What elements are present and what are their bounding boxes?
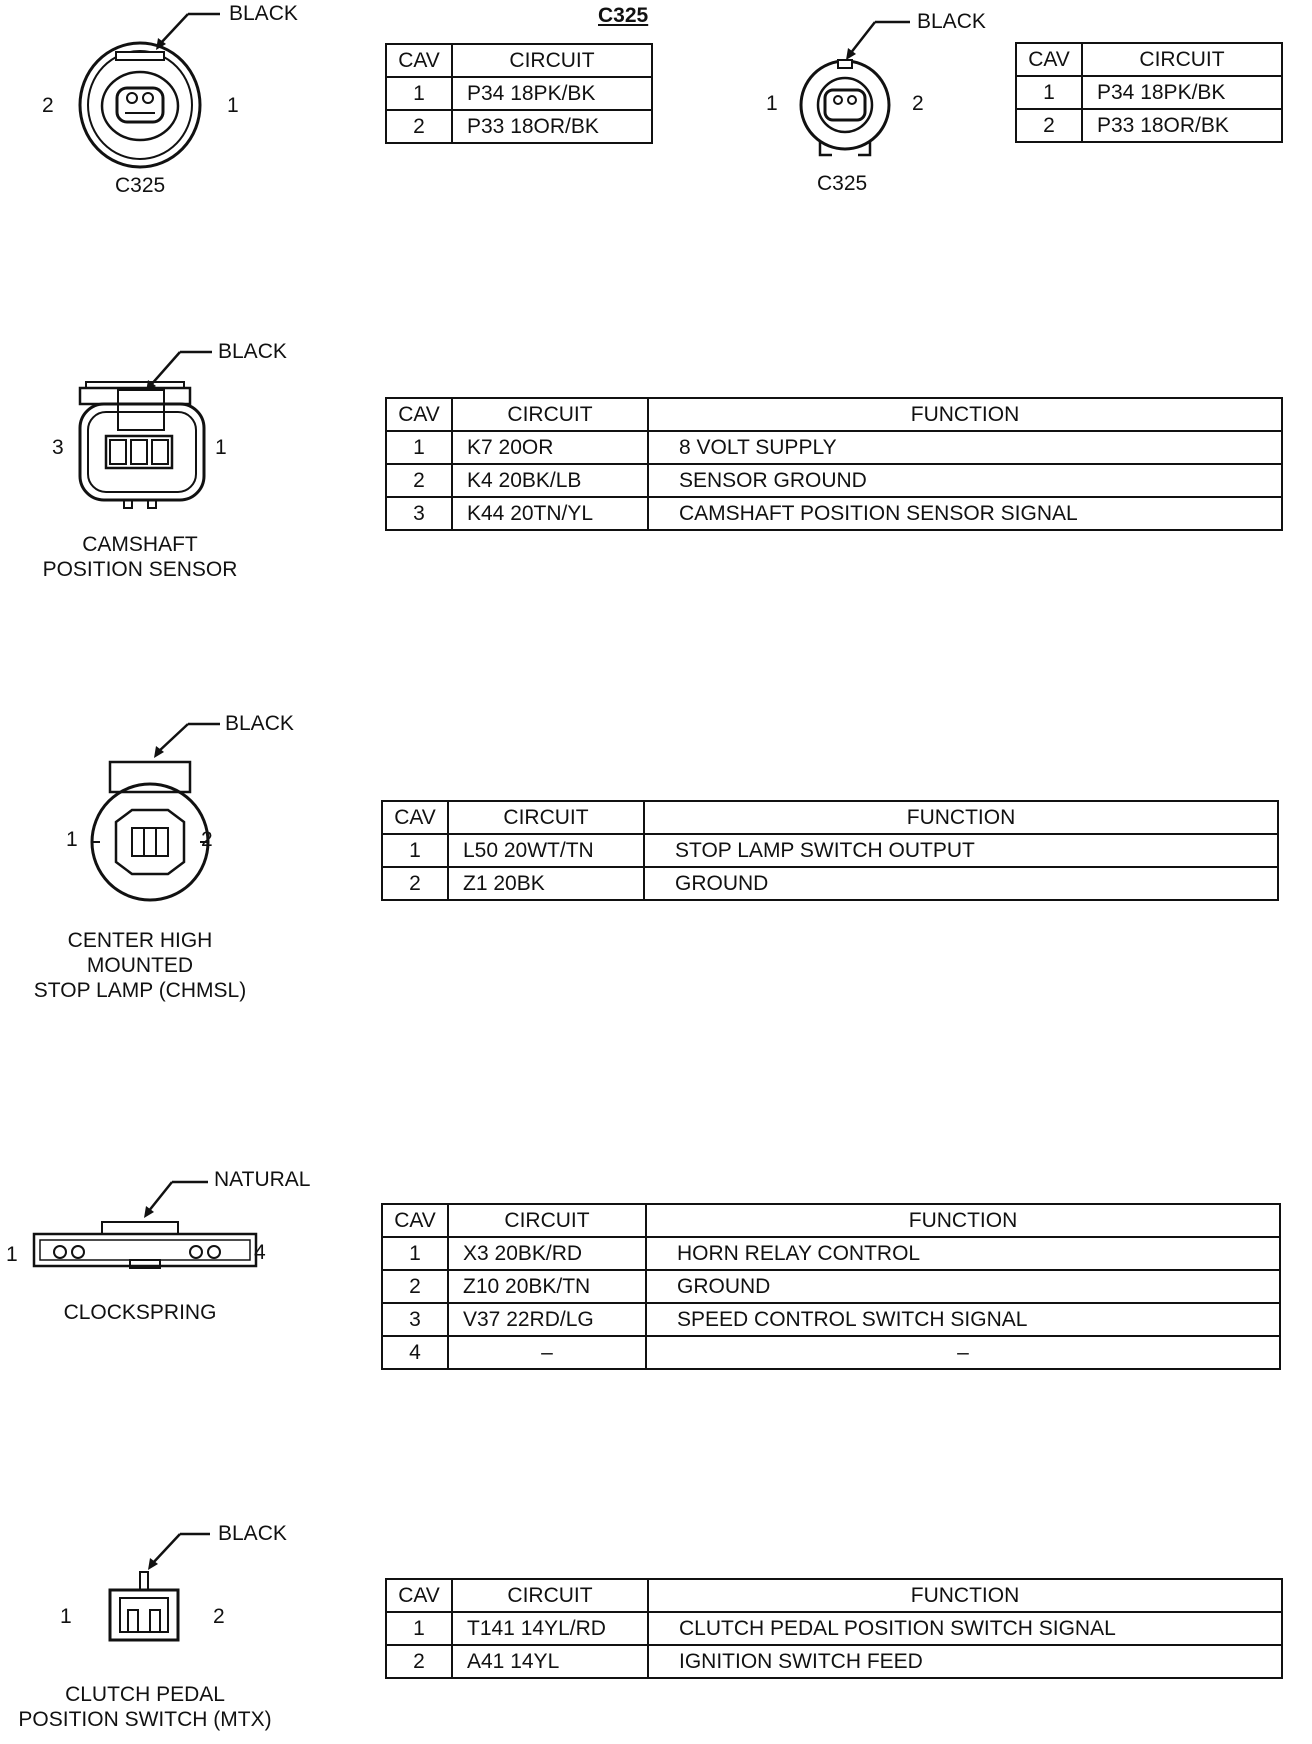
caption-line: POSITION SWITCH (MTX) [18, 1708, 272, 1731]
table-header-row [386, 44, 652, 77]
pin-number: 4 [254, 1241, 266, 1264]
cell-circuit: Z1 20BK [448, 867, 644, 900]
color-label: BLACK [917, 10, 986, 33]
cell-cav: 2 [386, 464, 452, 497]
header-cav: CAV [386, 398, 452, 431]
table-header-row [386, 1579, 1282, 1612]
cell-cav: 3 [386, 497, 452, 530]
table-row [1016, 109, 1282, 142]
header-circuit: CIRCUIT [1082, 43, 1282, 76]
cell-circuit: A41 14YL [452, 1645, 648, 1678]
cell-cav: 1 [386, 1612, 452, 1645]
table-row [386, 431, 1282, 464]
cell-circuit: K7 20OR [452, 431, 648, 464]
header-circuit: CIRCUIT [448, 801, 644, 834]
pinout-table [381, 800, 1279, 901]
header-cav: CAV [386, 1579, 452, 1612]
color-label: NATURAL [214, 1168, 311, 1191]
cell-cav: 1 [386, 431, 452, 464]
header-function: FUNCTION [648, 398, 1282, 431]
header-cav: CAV [1016, 43, 1082, 76]
cell-function: 8 VOLT SUPPLY [648, 431, 1282, 464]
table-row [386, 77, 652, 110]
table-row [386, 1645, 1282, 1678]
cell-function: GROUND [644, 867, 1278, 900]
table-row [382, 867, 1278, 900]
color-label: BLACK [229, 2, 298, 25]
cell-circuit: P34 18PK/BK [1082, 76, 1282, 109]
table-row [1016, 76, 1282, 109]
caption-line: CLUTCH PEDAL [65, 1683, 225, 1706]
cell-cav: 1 [382, 1237, 448, 1270]
cell-cav: 2 [1016, 109, 1082, 142]
pinout-table [1015, 42, 1283, 143]
table-row [386, 464, 1282, 497]
header-circuit: CIRCUIT [452, 398, 648, 431]
table-row [386, 110, 652, 143]
pin-number: 3 [52, 436, 64, 459]
cell-function: GROUND [646, 1270, 1280, 1303]
connector-caption: C325 [817, 172, 868, 195]
header-function: FUNCTION [648, 1579, 1282, 1612]
table-row [382, 1237, 1280, 1270]
cell-circuit: K4 20BK/LB [452, 464, 648, 497]
cell-circuit: V37 22RD/LG [448, 1303, 646, 1336]
pin-number: 1 [227, 94, 239, 117]
table-row [382, 834, 1278, 867]
cell-circuit: Z10 20BK/TN [448, 1270, 646, 1303]
header-function: FUNCTION [644, 801, 1278, 834]
table-header-row [382, 801, 1278, 834]
pinout-table [385, 43, 653, 144]
cell-circuit: P34 18PK/BK [452, 77, 652, 110]
header-cav: CAV [386, 44, 452, 77]
cell-circuit: X3 20BK/RD [448, 1237, 646, 1270]
table-row [386, 497, 1282, 530]
pin-number: 2 [213, 1605, 225, 1628]
color-label: BLACK [218, 340, 287, 363]
pinout-table [385, 397, 1283, 531]
c325-left-connector-drawing [60, 0, 320, 180]
caption-line: CENTER HIGH [67, 929, 213, 952]
cell-function: HORN RELAY CONTROL [646, 1237, 1280, 1270]
pin-number: 2 [42, 94, 54, 117]
cell-circuit: K44 20TN/YL [452, 497, 648, 530]
pin-number: 1 [6, 1243, 18, 1266]
cell-cav: 1 [1016, 76, 1082, 109]
pin-number: 2 [201, 828, 213, 851]
cell-cav: 3 [382, 1303, 448, 1336]
connector-caption [20, 532, 260, 582]
cell-function: SENSOR GROUND [648, 464, 1282, 497]
cell-circuit: P33 18OR/BK [1082, 109, 1282, 142]
table-row [382, 1303, 1280, 1336]
cell-function: STOP LAMP SWITCH OUTPUT [644, 834, 1278, 867]
connector-caption [20, 1300, 260, 1325]
cell-function: SPEED CONTROL SWITCH SIGNAL [646, 1303, 1280, 1336]
caption-line: STOP LAMP (CHMSL) [33, 979, 247, 1002]
caption-line: POSITION SENSOR [42, 558, 238, 581]
table-row [382, 1270, 1280, 1303]
header-function: FUNCTION [646, 1204, 1280, 1237]
cell-cav: 4 [382, 1336, 448, 1369]
header-circuit: CIRCUIT [448, 1204, 646, 1237]
chmsl-connector-drawing [60, 710, 280, 900]
caption-line: CLOCKSPRING [63, 1301, 217, 1324]
c325-right-connector-drawing [780, 10, 960, 170]
connector-caption: C325 [115, 174, 166, 197]
pin-number: 1 [215, 436, 227, 459]
header-circuit: CIRCUIT [452, 1579, 648, 1612]
table-title: C325 [598, 4, 649, 27]
table-header-row [382, 1204, 1280, 1237]
table-row [386, 1612, 1282, 1645]
cell-circuit: T141 14YL/RD [452, 1612, 648, 1645]
cell-cav: 2 [382, 867, 448, 900]
table-header-row [1016, 43, 1282, 76]
pin-number: 1 [66, 828, 78, 851]
caption-line: MOUNTED [86, 954, 194, 977]
cell-cav: 2 [382, 1270, 448, 1303]
color-label: BLACK [218, 1522, 287, 1545]
pinout-table [381, 1203, 1281, 1370]
pin-number: 2 [912, 92, 924, 115]
caption-line: CAMSHAFT [82, 533, 198, 556]
table-row [382, 1336, 1280, 1369]
header-cav: CAV [382, 1204, 448, 1237]
cell-cav: 2 [386, 1645, 452, 1678]
header-circuit: CIRCUIT [452, 44, 652, 77]
cell-circuit: – [448, 1336, 646, 1369]
cell-circuit: L50 20WT/TN [448, 834, 644, 867]
pin-number: 1 [766, 92, 778, 115]
pin-number: 1 [60, 1605, 72, 1628]
cell-function: – [646, 1336, 1280, 1369]
connector-caption [10, 928, 270, 1003]
cell-function: CAMSHAFT POSITION SENSOR SIGNAL [648, 497, 1282, 530]
cell-cav: 1 [382, 834, 448, 867]
cell-function: CLUTCH PEDAL POSITION SWITCH SIGNAL [648, 1612, 1282, 1645]
cell-function: IGNITION SWITCH FEED [648, 1645, 1282, 1678]
color-label: BLACK [225, 712, 294, 735]
connector-caption [0, 1682, 290, 1732]
cell-cav: 1 [386, 77, 452, 110]
cell-cav: 2 [386, 110, 452, 143]
pinout-table [385, 1578, 1283, 1679]
header-cav: CAV [382, 801, 448, 834]
cell-circuit: P33 18OR/BK [452, 110, 652, 143]
table-header-row [386, 398, 1282, 431]
